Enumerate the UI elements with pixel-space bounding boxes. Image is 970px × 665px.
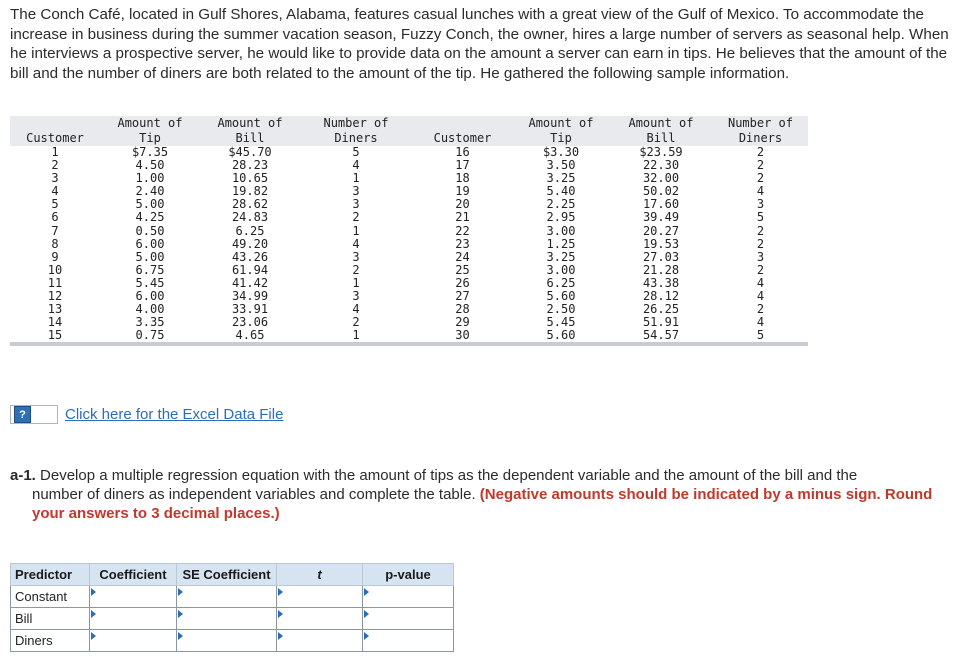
cell-diners-2: 4 bbox=[756, 289, 765, 304]
cell-tip-2: 5.45 bbox=[546, 315, 576, 330]
input-marker-icon bbox=[364, 610, 369, 618]
cell-diners-2: 2 bbox=[756, 223, 765, 238]
header-p-value: p-value bbox=[363, 564, 454, 586]
header-tip-2: Tip bbox=[550, 131, 572, 145]
cell-tip: 5.00 bbox=[135, 249, 165, 264]
cell-bill-2: 27.03 bbox=[642, 249, 680, 264]
cell-bill-2: 17.60 bbox=[642, 197, 680, 212]
cell-tip-2: 3.00 bbox=[546, 223, 576, 238]
input-marker-icon bbox=[178, 632, 183, 640]
cell-customer-2: 18 bbox=[455, 171, 470, 186]
cell-customer: 11 bbox=[47, 275, 63, 290]
cell-diners: 1 bbox=[352, 171, 360, 186]
cell-tip-2: $3.30 bbox=[542, 145, 580, 159]
cell-tip-2: 3.25 bbox=[546, 249, 576, 264]
coefficient-cell bbox=[90, 608, 177, 630]
cell-bill: 28.23 bbox=[231, 158, 269, 173]
cell-diners-2: 5 bbox=[756, 328, 765, 343]
cell-tip-2: 3.00 bbox=[546, 262, 576, 277]
se-coefficient-cell bbox=[177, 586, 277, 608]
header-predictor: Predictor bbox=[11, 564, 90, 586]
cell-diners-2: 2 bbox=[756, 158, 765, 173]
header-bill-top: Amount of bbox=[217, 116, 283, 130]
cell-customer: 3 bbox=[51, 171, 59, 186]
excel-data-link[interactable]: Click here for the Excel Data File bbox=[65, 406, 284, 423]
t-cell bbox=[277, 608, 363, 630]
cell-diners: 4 bbox=[352, 236, 360, 251]
cell-customer: 12 bbox=[47, 289, 63, 304]
cell-customer: 13 bbox=[47, 302, 63, 317]
cell-customer-2: 29 bbox=[455, 315, 470, 330]
question-a1 bbox=[10, 466, 940, 523]
cell-diners: 3 bbox=[352, 197, 360, 212]
cell-diners-2: 4 bbox=[756, 315, 765, 330]
input-marker-icon bbox=[364, 632, 369, 640]
cell-diners-2: 5 bbox=[756, 210, 765, 225]
table-row bbox=[10, 303, 808, 316]
coefficient-input[interactable] bbox=[90, 630, 176, 651]
cell-tip-2: 2.95 bbox=[546, 210, 576, 225]
t-input[interactable] bbox=[277, 608, 362, 629]
table-row bbox=[10, 251, 808, 264]
cell-diners-2: 3 bbox=[756, 197, 765, 212]
table-row bbox=[10, 277, 808, 290]
cell-bill-2: 26.25 bbox=[642, 302, 680, 317]
cell-bill-2: 54.57 bbox=[642, 328, 680, 343]
cell-tip: 5.45 bbox=[135, 275, 165, 290]
cell-customer: 10 bbox=[47, 262, 63, 277]
header-t: t bbox=[277, 564, 363, 586]
cell-customer: 9 bbox=[51, 249, 59, 264]
p-value-input[interactable] bbox=[363, 630, 453, 651]
cell-bill: 33.91 bbox=[231, 302, 269, 317]
cell-bill: 6.25 bbox=[235, 223, 265, 238]
header-customer-spacer bbox=[10, 116, 100, 131]
cell-customer-2: 25 bbox=[455, 262, 470, 277]
se-coefficient-cell bbox=[177, 608, 277, 630]
cell-bill-2: 28.12 bbox=[642, 289, 680, 304]
p-value-input[interactable] bbox=[363, 586, 453, 607]
cell-diners: 2 bbox=[352, 210, 360, 225]
regression-row bbox=[11, 630, 454, 652]
cell-diners: 1 bbox=[352, 223, 360, 238]
cell-diners-2: 2 bbox=[756, 262, 765, 277]
table-row bbox=[10, 264, 808, 277]
coefficient-cell bbox=[90, 630, 177, 652]
input-marker-icon bbox=[278, 588, 283, 596]
se-coefficient-input[interactable] bbox=[177, 586, 276, 607]
cell-customer-2: 16 bbox=[455, 145, 470, 159]
cell-tip: $7.35 bbox=[131, 145, 169, 159]
cell-diners-2: 2 bbox=[756, 302, 765, 317]
coefficient-cell bbox=[90, 586, 177, 608]
question-number: a-1. bbox=[10, 467, 36, 484]
question-continuation bbox=[10, 485, 940, 523]
coefficient-input[interactable] bbox=[90, 608, 176, 629]
cell-diners: 3 bbox=[352, 249, 360, 264]
header-customer-2: Customer bbox=[433, 131, 492, 145]
cell-customer-2: 17 bbox=[455, 158, 470, 173]
cell-tip: 1.00 bbox=[135, 171, 165, 186]
input-marker-icon bbox=[91, 588, 96, 596]
input-marker-icon bbox=[91, 610, 96, 618]
table-row bbox=[10, 198, 808, 211]
regression-body bbox=[11, 586, 454, 652]
table-row bbox=[10, 211, 808, 224]
cell-customer-2: 21 bbox=[455, 210, 470, 225]
cell-bill: $45.70 bbox=[228, 145, 272, 159]
input-marker-icon bbox=[178, 588, 183, 596]
excel-data-link-row bbox=[10, 405, 283, 424]
problem-intro: The Conch Café, located in Gulf Shores, Alabama, features casual lunches with a great view of the Gulf of Mexico. To accommodate the increase in business during the summer vacation season, Fuzzy Conch, the owner, hires a large number of servers as seasonal help. When he interviews a prospective server, he would like to provide data on the amount a server can earn in tips. He believes that the amount of the bill and the number of diners are both related to the amount of the tip. He gathered the following sample information. bbox=[10, 6, 949, 82]
cell-customer-2: 23 bbox=[455, 236, 470, 251]
header-bill: Bill bbox=[235, 131, 265, 145]
cell-tip: 5.00 bbox=[135, 197, 165, 212]
cell-customer-2: 30 bbox=[455, 328, 470, 343]
cell-diners-2: 2 bbox=[756, 145, 765, 159]
cell-diners: 4 bbox=[352, 158, 360, 173]
regression-row bbox=[11, 586, 454, 608]
cell-customer: 5 bbox=[51, 197, 59, 212]
cell-bill-2: $23.59 bbox=[639, 145, 683, 159]
regression-table bbox=[10, 563, 454, 652]
cell-customer: 7 bbox=[51, 223, 59, 238]
table-row bbox=[10, 290, 808, 303]
regression-header-row bbox=[11, 564, 454, 586]
sample-data-table bbox=[10, 116, 808, 342]
input-marker-icon bbox=[278, 610, 283, 618]
cell-tip: 3.35 bbox=[135, 315, 165, 330]
cell-bill: 34.99 bbox=[231, 289, 269, 304]
cell-tip-2: 3.50 bbox=[546, 158, 576, 173]
header-tip: Tip bbox=[139, 131, 161, 145]
predictor-label: Constant bbox=[11, 586, 90, 608]
header-customer: Customer bbox=[26, 131, 84, 145]
cell-tip: 4.50 bbox=[135, 158, 165, 173]
header-coefficient: Coefficient bbox=[90, 564, 177, 586]
header-diners: Diners bbox=[334, 131, 378, 145]
input-marker-icon bbox=[178, 610, 183, 618]
cell-customer-2: 26 bbox=[455, 275, 470, 290]
cell-tip-2: 5.40 bbox=[546, 184, 576, 199]
cell-diners-2: 3 bbox=[756, 249, 765, 264]
cell-bill-2: 32.00 bbox=[642, 171, 680, 186]
cell-customer: 8 bbox=[51, 236, 59, 251]
cell-diners-2: 4 bbox=[756, 275, 765, 290]
p-value-cell bbox=[363, 630, 454, 652]
table-row bbox=[10, 159, 808, 172]
t-input[interactable] bbox=[277, 586, 362, 607]
cell-customer-2: 28 bbox=[455, 302, 470, 317]
cell-bill: 23.06 bbox=[231, 315, 269, 330]
cell-bill: 10.65 bbox=[231, 171, 269, 186]
question-mark-icon: ? bbox=[14, 406, 31, 423]
input-marker-icon bbox=[364, 588, 369, 596]
cell-diners: 3 bbox=[352, 184, 360, 199]
table-row bbox=[10, 185, 808, 198]
cell-bill-2: 19.53 bbox=[642, 236, 680, 251]
cell-tip: 0.75 bbox=[135, 328, 165, 343]
header-diners-2: Diners bbox=[738, 131, 783, 145]
cell-bill: 43.26 bbox=[231, 249, 269, 264]
header-customer-spacer-2 bbox=[412, 116, 513, 131]
se-coefficient-input[interactable] bbox=[177, 630, 276, 651]
header-row-bottom bbox=[10, 131, 808, 146]
cell-diners-2: 2 bbox=[756, 236, 765, 251]
cell-diners: 5 bbox=[352, 145, 360, 159]
cell-diners: 2 bbox=[352, 262, 360, 277]
cell-bill-2: 21.28 bbox=[642, 262, 680, 277]
cell-customer: 15 bbox=[47, 328, 63, 343]
table-row bbox=[10, 225, 808, 238]
table-row bbox=[10, 316, 808, 329]
cell-bill: 19.82 bbox=[231, 184, 269, 199]
cell-customer-2: 24 bbox=[455, 249, 470, 264]
cell-tip: 6.00 bbox=[135, 236, 165, 251]
t-input[interactable] bbox=[277, 630, 362, 651]
cell-tip-2: 6.25 bbox=[546, 275, 576, 290]
header-tip-top: Amount of bbox=[117, 116, 183, 130]
question-instruction: (Negative amounts should be indicated by a minus sign. Round your answers to 3 decimal places.) bbox=[32, 486, 933, 522]
cell-tip: 4.00 bbox=[135, 302, 165, 317]
cell-customer-2: 22 bbox=[455, 223, 470, 238]
cell-tip-2: 2.25 bbox=[546, 197, 576, 212]
se-coefficient-input[interactable] bbox=[177, 608, 276, 629]
cell-tip: 6.00 bbox=[135, 289, 165, 304]
cell-diners-2: 2 bbox=[756, 171, 765, 186]
cell-tip-2: 5.60 bbox=[546, 328, 576, 343]
se-coefficient-cell bbox=[177, 630, 277, 652]
t-cell bbox=[277, 630, 363, 652]
table-row bbox=[10, 329, 808, 342]
cell-diners: 3 bbox=[352, 289, 360, 304]
table-row bbox=[10, 172, 808, 185]
cell-bill-2: 39.49 bbox=[642, 210, 680, 225]
header-diners-top-2: Number of bbox=[727, 116, 794, 130]
cell-customer: 4 bbox=[51, 184, 59, 199]
header-tip-top-2: Amount of bbox=[528, 116, 594, 130]
cell-bill: 49.20 bbox=[231, 236, 269, 251]
sample-data-body bbox=[10, 146, 808, 342]
p-value-input[interactable] bbox=[363, 608, 453, 629]
header-diners-top: Number of bbox=[323, 116, 389, 130]
cell-bill: 41.42 bbox=[231, 275, 269, 290]
table-row bbox=[10, 146, 808, 159]
cell-bill-2: 51.91 bbox=[642, 315, 680, 330]
cell-tip-2: 3.25 bbox=[546, 171, 576, 186]
cell-bill-2: 20.27 bbox=[642, 223, 680, 238]
sample-data-table-wrapper bbox=[10, 116, 808, 346]
cell-bill-2: 50.02 bbox=[642, 184, 680, 199]
cell-customer-2: 19 bbox=[455, 184, 470, 199]
cell-diners: 1 bbox=[352, 328, 360, 343]
cell-tip: 0.50 bbox=[135, 223, 165, 238]
cell-tip-2: 1.25 bbox=[546, 236, 576, 251]
question-text-first: Develop a multiple regression equation with the amount of tips as the dependent variable and the amount of the bill and the bbox=[35, 467, 858, 484]
cell-tip-2: 5.60 bbox=[546, 289, 576, 304]
cell-bill-2: 43.38 bbox=[642, 275, 680, 290]
cell-bill: 4.65 bbox=[235, 328, 265, 343]
cell-customer-2: 27 bbox=[455, 289, 470, 304]
header-bill-top-2: Amount of bbox=[628, 116, 694, 130]
cell-diners-2: 4 bbox=[756, 184, 765, 199]
cell-tip: 6.75 bbox=[135, 262, 165, 277]
header-se-coefficient: SE Coefficient bbox=[177, 564, 277, 586]
input-marker-icon bbox=[278, 632, 283, 640]
p-value-cell bbox=[363, 608, 454, 630]
regression-row bbox=[11, 608, 454, 630]
cell-diners: 4 bbox=[352, 302, 360, 317]
t-cell bbox=[277, 586, 363, 608]
predictor-label: Diners bbox=[11, 630, 90, 652]
cell-tip: 4.25 bbox=[135, 210, 165, 225]
cell-bill: 61.94 bbox=[231, 262, 269, 277]
cell-customer-2: 20 bbox=[455, 197, 470, 212]
cell-bill: 28.62 bbox=[231, 197, 269, 212]
coefficient-input[interactable] bbox=[90, 586, 176, 607]
header-bill-2: Bill bbox=[646, 131, 676, 145]
cell-customer: 2 bbox=[51, 158, 59, 173]
p-value-cell bbox=[363, 586, 454, 608]
cell-customer: 6 bbox=[51, 210, 59, 225]
cell-customer: 14 bbox=[47, 315, 63, 330]
cell-tip: 2.40 bbox=[135, 184, 165, 199]
input-marker-icon bbox=[91, 632, 96, 640]
question-text-second: number of diners as independent variables and complete the table. bbox=[32, 486, 480, 503]
cell-customer: 1 bbox=[51, 145, 59, 159]
table-row bbox=[10, 238, 808, 251]
header-row-top bbox=[10, 116, 808, 131]
help-button[interactable] bbox=[10, 405, 58, 424]
predictor-label: Bill bbox=[11, 608, 90, 630]
cell-bill-2: 22.30 bbox=[642, 158, 680, 173]
cell-diners: 1 bbox=[352, 275, 360, 290]
cell-bill: 24.83 bbox=[231, 210, 269, 225]
cell-diners: 2 bbox=[352, 315, 360, 330]
cell-tip-2: 2.50 bbox=[546, 302, 576, 317]
